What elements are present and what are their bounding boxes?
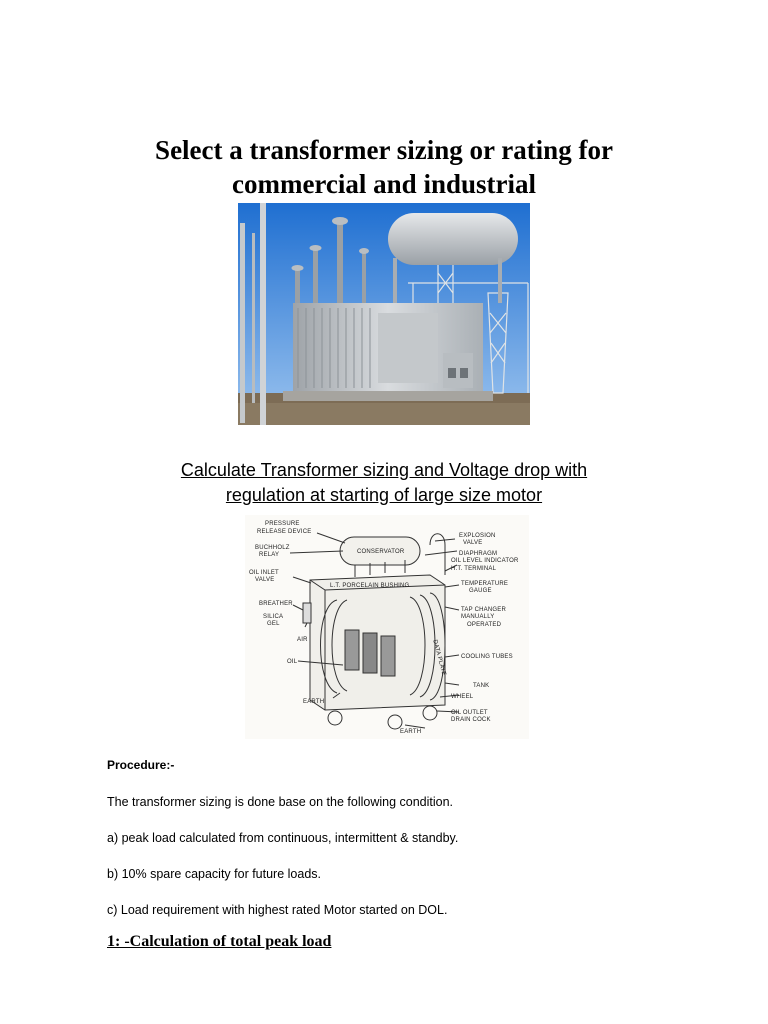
label-oil: OIL <box>287 659 298 665</box>
paragraph-spare-capacity: b) 10% spare capacity for future loads. <box>107 867 322 881</box>
paragraph-motor-dol: c) Load requirement with highest rated Motor started on DOL. <box>107 903 448 917</box>
transformer-photo <box>238 203 530 425</box>
paragraph-condition: The transformer sizing is done base on the following condition. <box>107 795 454 809</box>
label-valve: VALVE <box>463 540 483 546</box>
subtitle-line-1: Calculate Transformer sizing and Voltage drop with <box>180 460 588 480</box>
label-air: AIR <box>297 637 308 643</box>
label-earth-left: EARTH <box>303 699 325 705</box>
subtitle-line-2: regulation at starting of large size motor <box>225 485 543 505</box>
label-oil-inlet: OIL INLET <box>249 570 279 576</box>
label-lt-bushing: L.T. PORCELAIN BUSHING <box>330 583 410 589</box>
label-wheel: WHEEL <box>451 694 474 700</box>
page-title <box>0 133 768 201</box>
transformer-parts-diagram <box>245 515 529 739</box>
label-cooling-tubes: COOLING TUBES <box>461 654 513 660</box>
label-pressure: PRESSURE <box>265 521 300 527</box>
label-breather: BREATHER <box>259 601 293 607</box>
label-buchholz: BUCHHOLZ <box>255 545 290 551</box>
section-heading: 1: -Calculation of total peak load <box>107 933 332 950</box>
label-oil-outlet: OIL OUTLET <box>451 710 488 716</box>
title-line-2: commercial and industrial <box>231 169 536 199</box>
label-manually: MANUALLY <box>461 614 495 620</box>
label-diaphragm: DIAPHRAGM <box>459 551 498 557</box>
label-silica: SILICA <box>263 614 284 620</box>
label-tap-changer: TAP CHANGER <box>461 607 506 613</box>
label-temperature: TEMPERATURE <box>461 581 509 587</box>
title-line-1: Select a transformer sizing or rating for <box>155 135 613 165</box>
label-ht-terminal: H.T. TERMINAL <box>451 566 497 572</box>
label-operated: OPERATED <box>467 622 502 628</box>
label-release-device: RELEASE DEVICE <box>257 529 312 535</box>
label-earth-bottom: EARTH <box>400 729 422 735</box>
label-oil-level-indicator: OIL LEVEL INDICATOR <box>451 558 519 564</box>
procedure-heading: Procedure:- <box>107 758 175 772</box>
label-tank: TANK <box>473 683 490 689</box>
label-explosion: EXPLOSION <box>459 533 496 539</box>
label-data-plate: DATA PLATE <box>431 639 447 677</box>
section-subtitle <box>0 458 768 508</box>
label-relay: RELAY <box>259 552 280 558</box>
label-gauge: GAUGE <box>469 588 492 594</box>
paragraph-peak-load: a) peak load calculated from continuous, intermittent & standby. <box>107 831 459 845</box>
label-gel: GEL <box>267 621 280 627</box>
label-conservator: CONSERVATOR <box>357 549 405 555</box>
label-oil-inlet-valve: VALVE <box>255 577 275 583</box>
label-drain-cock: DRAIN COCK <box>451 717 491 723</box>
